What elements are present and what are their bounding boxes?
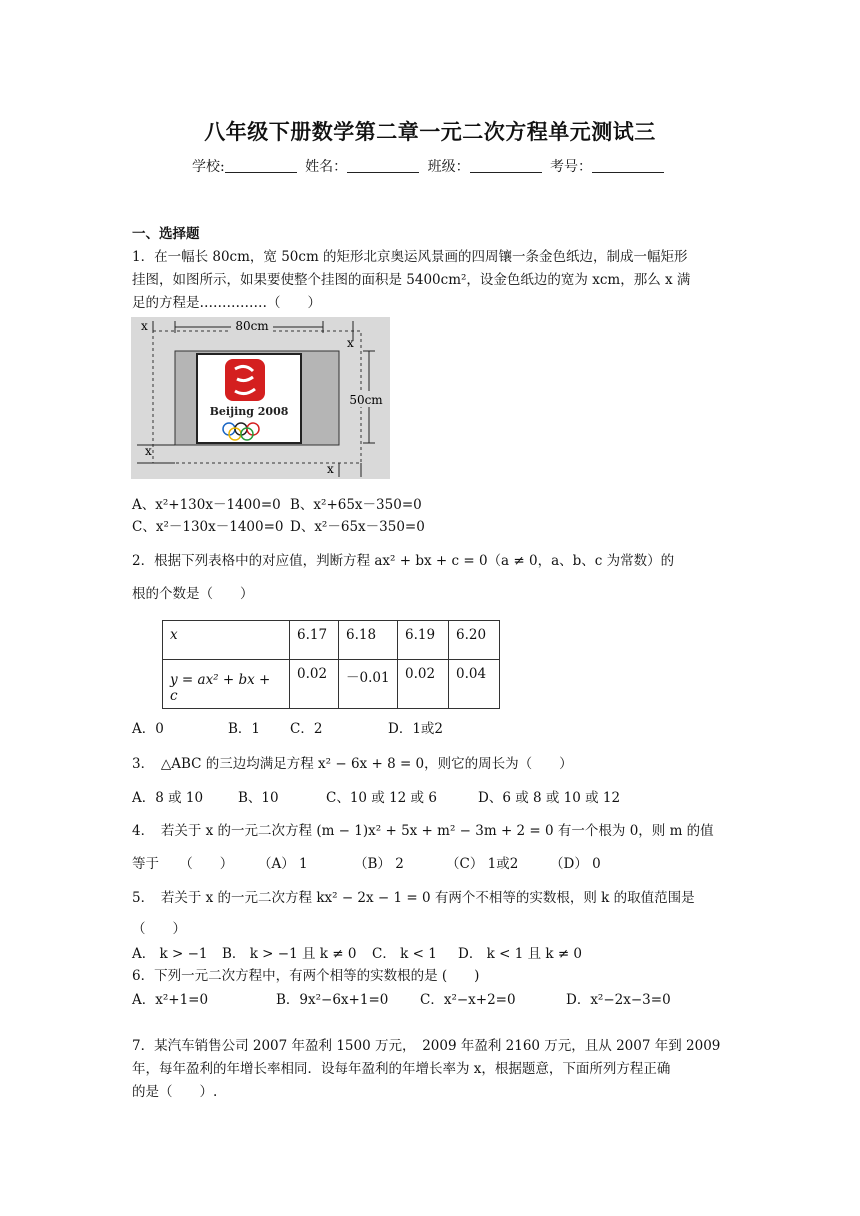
q3-option-d[interactable]: D、6 或 8 或 10 或 12 bbox=[478, 790, 621, 806]
table-cell: －0.01 bbox=[339, 660, 398, 709]
q3-option-c[interactable]: C、10 或 12 或 6 bbox=[326, 790, 437, 806]
dim-x-label-right: x bbox=[347, 336, 354, 350]
q7-line3: 的是（ ）. bbox=[132, 1084, 218, 1100]
exam-no-label: 考号： bbox=[550, 159, 593, 175]
q3-option-a[interactable]: A．8 或 10 bbox=[132, 790, 204, 806]
class-label: 班级： bbox=[427, 159, 470, 175]
q1-option-d[interactable]: D、x²－65x－350=0 bbox=[290, 519, 425, 535]
q1-option-c[interactable]: C、x²－130x－1400=0 bbox=[132, 519, 284, 535]
q3-option-b[interactable]: B、10 bbox=[238, 790, 279, 806]
name-label: 姓名： bbox=[305, 159, 348, 175]
school-label: 学校: bbox=[191, 159, 225, 175]
q6-option-d[interactable]: D．x²−2x−3=0 bbox=[566, 992, 671, 1008]
q2-value-table bbox=[162, 620, 500, 709]
q4-option-d[interactable]: （D） 0 bbox=[550, 856, 601, 872]
dim-x-label-top: x bbox=[141, 319, 148, 333]
q2-option-c[interactable]: C．2 bbox=[290, 721, 323, 737]
name-blank[interactable] bbox=[347, 158, 419, 173]
q1-figure bbox=[131, 317, 390, 479]
logo-text: Beijing 2008 bbox=[209, 405, 289, 418]
q5-option-d[interactable]: D． k < 1 且 k ≠ 0 bbox=[458, 946, 583, 962]
q4-line2: 等于 （ ） bbox=[132, 856, 234, 872]
q6-line1: 6．下列一元二次方程中，有两个相等的实数根的是 ( ) bbox=[132, 968, 480, 984]
table-cell: 6.20 bbox=[449, 621, 500, 660]
q6-option-c[interactable]: C．x²−x+2=0 bbox=[420, 992, 516, 1008]
table-cell: y = ax² + bx + c bbox=[163, 660, 290, 709]
q4-option-b[interactable]: （B） 2 bbox=[354, 856, 404, 872]
q4-option-a[interactable]: （A） 1 bbox=[258, 856, 308, 872]
student-info-line bbox=[0, 156, 860, 176]
q6-option-a[interactable]: A．x²+1=0 bbox=[132, 992, 209, 1008]
table-cell: 6.19 bbox=[398, 621, 449, 660]
table-row bbox=[163, 660, 500, 709]
dim-x-label-left: x bbox=[145, 444, 152, 458]
table-cell: 0.04 bbox=[449, 660, 500, 709]
q1-line1: 1．在一幅长 80cm，宽 50cm 的矩形北京奥运风景画的四周镶一条金色纸边，制成一幅矩形 bbox=[132, 249, 688, 265]
school-blank[interactable] bbox=[225, 158, 297, 173]
q7-line2: 年，每年盈利的年增长率相同．设每年盈利的年增长率为 x，根据题意，下面所列方程正确 bbox=[132, 1061, 671, 1077]
q4-option-c[interactable]: （C） 1或2 bbox=[446, 856, 519, 872]
q1-line3: 足的方程是……………（ ） bbox=[132, 295, 321, 311]
dim-80-label: 80cm bbox=[235, 319, 269, 333]
q1-figure-diagram bbox=[131, 317, 390, 479]
q4-line1: 4． 若关于 x 的一元二次方程 (m − 1)x² + 5x + m² − 3m + 2 = 0 有一个根为 0，则 m 的值 bbox=[132, 823, 714, 839]
q2-option-b[interactable]: B．1 bbox=[228, 721, 261, 737]
q3-line1: 3． △ABC 的三边均满足方程 x² − 6x + 8 = 0，则它的周长为（ ） bbox=[132, 756, 573, 772]
q2-option-d[interactable]: D．1或2 bbox=[388, 721, 444, 737]
dim-50-label: 50cm bbox=[349, 393, 383, 407]
class-blank[interactable] bbox=[470, 158, 542, 173]
q1-line2: 挂图，如图所示，如果要使整个挂图的面积是 5400cm²，设金色纸边的宽为 xcm，那么 x 满 bbox=[132, 272, 691, 288]
q1-option-a[interactable]: A、x²+130x－1400=0 bbox=[132, 497, 281, 513]
q5-option-a[interactable]: A． k > −1 bbox=[132, 946, 208, 962]
q2-line1: 2．根据下列表格中的对应值，判断方程 ax² + bx + c = 0（a ≠ 0，a、b、c 为常数）的 bbox=[132, 553, 675, 569]
exam-no-blank[interactable] bbox=[592, 158, 664, 173]
q5-option-b[interactable]: B． k > −1 且 k ≠ 0 bbox=[222, 946, 357, 962]
q7-line1: 7．某汽车销售公司 2007 年盈利 1500 万元， 2009 年盈利 2160 万元，且从 2007 年到 2009 bbox=[132, 1038, 721, 1054]
table-cell: 0.02 bbox=[290, 660, 339, 709]
table-cell: x bbox=[163, 621, 290, 660]
q5-option-c[interactable]: C． k < 1 bbox=[372, 946, 437, 962]
table-cell: 6.18 bbox=[339, 621, 398, 660]
q2-option-a[interactable]: A．0 bbox=[132, 721, 164, 737]
page-title: 八年级下册数学第二章一元二次方程单元测试三 bbox=[204, 120, 656, 144]
q5-line1: 5． 若关于 x 的一元二次方程 kx² − 2x − 1 = 0 有两个不相等的实数根，则 k 的取值范围是 bbox=[132, 890, 695, 906]
q1-option-b[interactable]: B、x²+65x－350=0 bbox=[290, 497, 422, 513]
table-cell: 0.02 bbox=[398, 660, 449, 709]
dim-x-label-bottom: x bbox=[327, 462, 334, 476]
q2-line2: 根的个数是（ ） bbox=[132, 586, 254, 602]
section-heading: 一、选择题 bbox=[132, 226, 200, 242]
q5-line2: （ ） bbox=[132, 921, 186, 937]
table-row bbox=[163, 621, 500, 660]
table-cell: 6.17 bbox=[290, 621, 339, 660]
q6-option-b[interactable]: B．9x²−6x+1=0 bbox=[276, 992, 389, 1008]
